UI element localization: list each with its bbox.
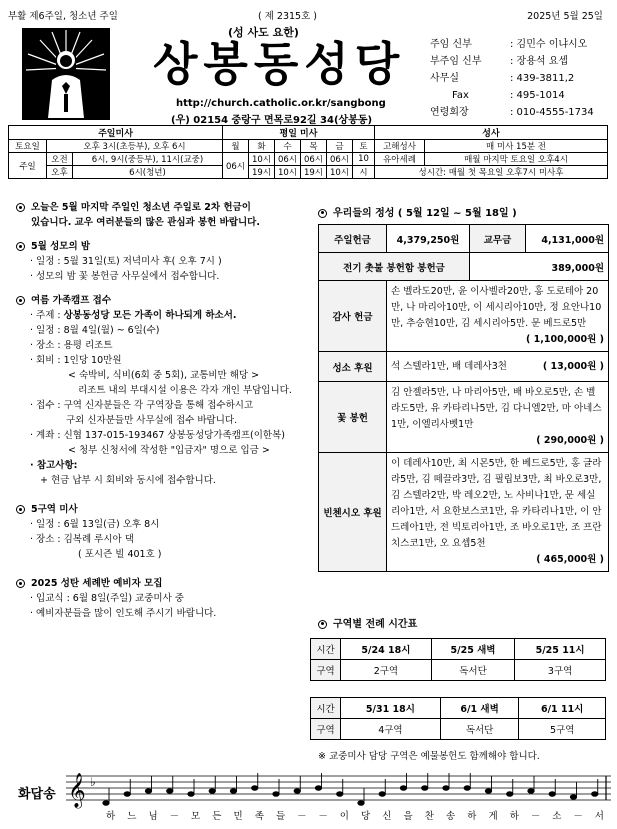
music-note [528, 789, 534, 794]
sunday-mass-header: 주일미사 [9, 126, 223, 140]
patron-saint: (성 사도 요한) [228, 26, 299, 39]
finance-table: 주일헌금 4,379,250원 교무금 4,131,000원 전기 촛불 봉헌함 봉헌금 389,000원 감사 헌금 손 벨라도20만, 윤 이사벨라20만, 홍 도로테아 20만, 나 마리아10만, 이 세시리아10만, 정 요안나10만, 추승현10만, 김 세시리아5만. 문 베드로5만 ( 1,100,000원 ) 성소 후원 석 스텔라1만, 배 데레사3천 ( 13,000원 ) 꽃 봉헌 김 안젤라5만, 나 마리아5만, 배 바오로5만, 손 벨라도5만, 유 카타리나5만, 김 다니엘2만, 마 아네스1만, 이엘리사벳1만 ( 290,000원 ) 빈첸시오 후원 이 데레사10만, 최 시몬5만, 한 베드로5만, 홍 글라라5만, 김 떼끌라3만, 김 필립보3만, 최 바오로3만, 김 스텔라2만, 박 레오2만, 노 사비나1만, 문 세실리아1만, 서 요한보스코1만, 유 카타리나1만, 이 안드레아1만, 전 빅토리아1만, 조 바오로1만, 조 프란치스코1만, 오 요셉5천 ( 465,000원 ) [318, 224, 609, 572]
notice-may-evening: 5월 성모의 밤 · 일정 : 5월 31일(토) 저녁미사 후( 오후 7시 ) · 성모의 밤 꽃 봉헌금 사무실에서 접수합니다. [16, 239, 298, 284]
music-note [422, 786, 428, 791]
notice-zone5-mass: 5구역 미사 · 일정 : 6월 13일(금) 오후 8시 · 장소 : 김복례 루시아 댁 ( 포시즌 빌 401호 ) [16, 502, 298, 562]
lyric-syllable: 느 [127, 811, 137, 822]
lyric-syllable: 을 [403, 811, 413, 822]
lyric-syllable: 모 [191, 811, 201, 822]
music-note [485, 789, 491, 794]
responsorial-psalm-label: 화답송 [18, 787, 56, 802]
music-note [145, 789, 151, 794]
circle-bullet-icon [16, 579, 25, 588]
zone-note: ※ 교중미사 담당 구역은 예물봉헌도 함께해야 합니다. [318, 751, 540, 762]
music-note [230, 789, 236, 794]
lyric-syllable: 송 [446, 811, 456, 822]
lyric-syllable: 하 [509, 811, 519, 822]
music-note [294, 789, 300, 794]
lyric-syllable: － [318, 811, 328, 822]
music-note [124, 792, 130, 797]
issue-number: ( 제 2315호 ) [258, 11, 318, 22]
vocation-donors: 석 스텔라1만, 배 데레사3천 ( 13,000원 ) [387, 352, 609, 382]
lyric-syllable: 하 [106, 811, 116, 822]
circle-bullet-icon [16, 505, 25, 514]
page-title: 상봉동성당 [153, 37, 406, 91]
circle-bullet-icon [16, 242, 25, 251]
lyric-syllable: 소 [552, 811, 562, 822]
music-note [507, 792, 513, 797]
music-note [103, 801, 109, 806]
lyric-syllable: 서 [594, 811, 604, 822]
staff-row: 부주임 신부 : 장용석 요셉 [430, 56, 569, 67]
church-url[interactable]: http://church.catholic.or.kr/sangbong [176, 98, 386, 109]
finance-title: 우리들의 정성 ( 5월 12일 ~ 5월 18일 ) [318, 204, 517, 219]
lyric-syllable: 족 [254, 811, 264, 822]
music-note [252, 786, 258, 791]
zone-table-week2: 시간 5/31 18시 6/1 새벽 6/1 11시 구역 4구역 독서단 5구역 [310, 697, 606, 740]
top-line [0, 8, 617, 22]
zone-table-week1: 시간 5/24 18시 5/25 새벽 5/25 11시 구역 2구역 독서단 3구역 [310, 638, 606, 681]
flat-icon: ♭ [90, 775, 96, 789]
lyric-syllable: 든 [212, 811, 222, 822]
staff-row: Fax : 495-1014 [452, 90, 565, 101]
lyric-syllable: － [573, 811, 583, 822]
lyric-syllable: 하 [467, 811, 477, 822]
music-staff [66, 770, 611, 812]
lyric-syllable: － [169, 811, 180, 822]
music-note [188, 792, 194, 797]
circle-bullet-icon [16, 203, 25, 212]
staff-list [430, 36, 594, 121]
lyric-syllable: 민 [233, 811, 243, 822]
circle-bullet-icon [318, 620, 327, 629]
flower-donors: 김 안젤라5만, 나 마리아5만, 배 바오로5만, 손 벨라도5만, 유 카타리나5만, 김 다니엘2만, 마 아네스1만, 이엘리사벳1만 ( 290,000원 ) [387, 382, 609, 453]
notice-family-camp: 여름 가족캠프 접수 · 주제 : 상봉동성당 모든 가족이 하나되게 하소서. · 일정 : 8월 4일(월) ~ 6일(수) · 장소 : 용평 리조트 · 회비 : 1인당 10만원 < 숙박비, 식비(6회 중 5회), 교통비만 해당 > 리조트 내의 부대시설 이용은 각자 개인 부담입니다. · 접수 : 구역 신자분들은 각 구역장을 통해 접수하시고 구외 신자분들만 사무실에 접수 바랍니다. · 계좌 : 신협 137-015-193467 상봉동성당가족캠프(이한복) < 청부 신청서에 작성한 "입금자" 명으로 입금 > · 참고사항: + 현금 납부 시 회비와 동시에 접수합니다. [16, 293, 298, 488]
music-note [592, 792, 598, 797]
staff-row: 사무실 : 439-3811,2 [430, 73, 575, 84]
music-note [549, 792, 555, 797]
staff-row: 주임 신부 : 김민수 이냐시오 [430, 39, 588, 50]
lyric-syllable: 게 [488, 811, 498, 822]
thanks-donors: 손 벨라도20만, 윤 이사벨라20만, 홍 도로테아 20만, 나 마리아10만, 이 세시리아10만, 정 요안나10만, 추승현10만, 김 세시리아5만. 문 베드로5만 ( 1,100,000원 ) [387, 281, 609, 352]
liturgical-week: 부활 제6주일, 청소년 주일 [8, 11, 118, 22]
lyric-syllable: － [297, 811, 307, 822]
music-note [379, 792, 385, 797]
music-note [315, 786, 321, 791]
music-note [273, 792, 279, 797]
mass-schedule-table: 주일미사 평일 미사 성사 토요일 오후 3시(초등부), 오후 6시 월 화 수 목 금 토 고해성사 매 미사 15분 전 주일 오전 6시, 9시(중등부), 11시(교중) 06시 10시 06시 06시 06시 10 유아세례 매월 마지막 토요일 오후4시 오후 6시(청년) 19시 10시 19시 10시 시 성시간: 매월 첫 목요일 오후7시 미사후 [8, 125, 608, 179]
church-address: (우) 02154 중랑구 면목로92길 34(상봉동) [171, 115, 373, 126]
sacrament-header: 성사 [375, 126, 608, 140]
lyric-syllable: 당 [361, 811, 371, 822]
lyric-syllable: 신 [382, 811, 392, 822]
notice-baptism-class: 2025 성탄 세례반 예비자 모집 · 입교식 : 6월 8일(주일) 교중미사 중 · 예비자분들을 많이 인도해 주시기 바랍니다. [16, 576, 298, 621]
music-note [570, 795, 576, 800]
notice-youth-sunday: 오늘은 5월 마지막 주일인 청소년 주일로 2차 헌금이 있습니다. 교우 여러분들의 많은 관심과 봉헌 바랍니다. [16, 200, 298, 230]
weekday-mass-header: 평일 미사 [223, 126, 375, 140]
circle-bullet-icon [16, 296, 25, 305]
issue-date: 2025년 5월 25일 [527, 11, 603, 22]
church-logo [22, 28, 110, 120]
notices [16, 200, 298, 630]
lyric-syllable: 님 [148, 811, 158, 822]
lyric-syllable: 들 [276, 811, 286, 822]
circle-bullet-icon [318, 209, 327, 218]
music-note [400, 786, 406, 791]
music-note [358, 801, 364, 806]
lyric-syllable: 이 [339, 811, 349, 822]
music-note [209, 789, 215, 794]
music-note [464, 786, 470, 791]
treble-clef-icon: 𝄞 [68, 773, 86, 808]
music-note [443, 786, 449, 791]
vincent-donors: 이 데레사10만, 최 시몬5만, 한 베드로5만, 홍 글라라5만, 김 떼끌라3만, 김 필립보3만, 최 바오로3만, 김 스텔라2만, 박 레오2만, 노 사비나1만, 문 세실리아1만, 서 요한보스코1만, 유 카타리나1만, 이 안드레아1만, 전 빅토리아1만, 조 바오로1만, 조 프란치스코1만, 오 요셉5천 ( 465,000원 ) [387, 453, 609, 572]
music-note [337, 792, 343, 797]
staff-row: 연령회장 : 010-4555-1734 [430, 107, 594, 118]
hymn-lyrics [100, 808, 610, 822]
sacred-heart-icon [22, 28, 110, 120]
music-note [167, 789, 173, 794]
lyric-syllable: 찬 [424, 811, 434, 822]
zone-schedule-title: 구역별 전례 시간표 [318, 615, 417, 630]
lyric-syllable: － [530, 811, 541, 822]
